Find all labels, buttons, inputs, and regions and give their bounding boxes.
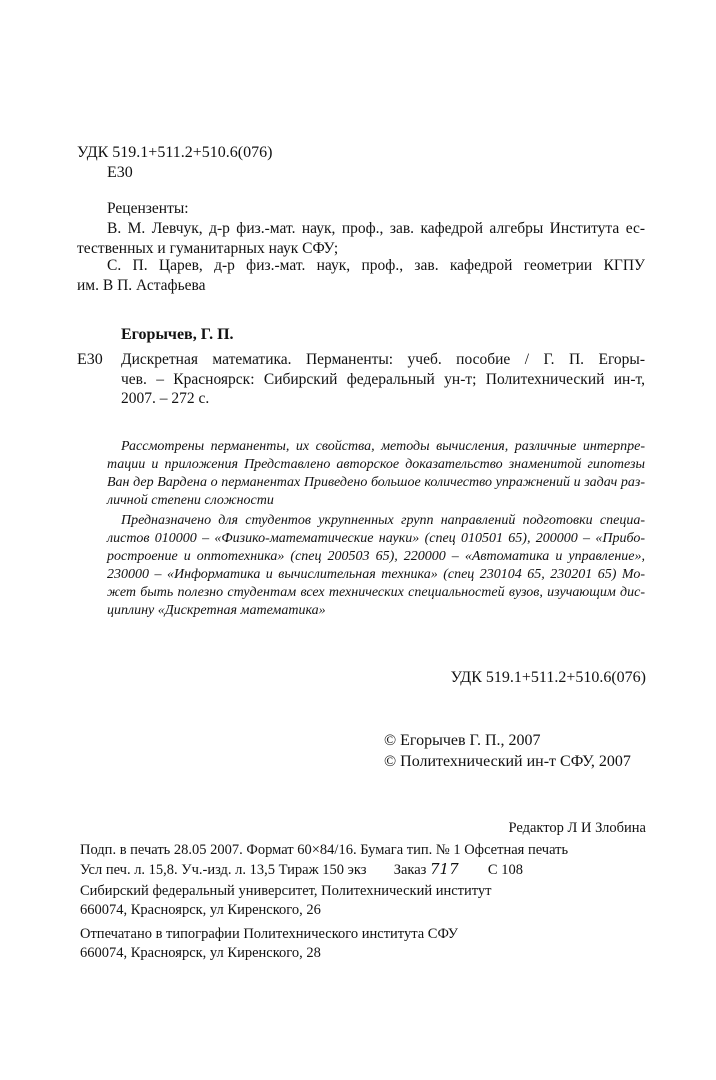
order-label: Заказ bbox=[393, 862, 427, 878]
abstract-p2-line-1: Предназначено для студентов укрупненных групп направлений подготовки специа- bbox=[121, 513, 645, 528]
bbk-code: Е30 bbox=[107, 164, 133, 181]
biblio-code: Е30 bbox=[77, 351, 103, 368]
reviewer-2-line-1: С. П. Царев, д-р физ.-мат. наук, проф., зав. кафедрой геометрии КГПУ bbox=[107, 257, 645, 274]
reviewer-1-line-1: В. М. Левчук, д-р физ.-мат. наук, проф., зав. кафедрой алгебры Института ес- bbox=[107, 220, 645, 237]
abstract-p2-line-3: ростроение и оптотехника» (спец 200503 65), 220000 – «Автоматика и управление», bbox=[107, 549, 645, 564]
abstract-p1-line-3: Ван дер Вардена о перманентах Приведено большое количество упражнений и задач раз- bbox=[107, 475, 645, 490]
imprint-line-1: Подп. в печать 28.05 2007. Формат 60×84/16. Бумага тип. № 1 Офсетная печать bbox=[80, 842, 569, 858]
editor-line: Редактор Л И Злобина bbox=[508, 820, 646, 836]
imprint-sheets: Усл печ. л. 15,8. Уч.-изд. л. 13,5 Тираж 150 экз bbox=[80, 862, 367, 878]
imprint-line-2 bbox=[80, 860, 523, 879]
reviewer-2-line-2: им. В П. Астафьева bbox=[77, 277, 206, 294]
abstract-p1-line-2: тации и приложения Представлено авторское доказательство знаменитой гипотезы bbox=[107, 457, 645, 472]
order-number-handwritten: 717 bbox=[430, 860, 459, 878]
biblio-line-3: 2007. – 272 с. bbox=[121, 390, 210, 407]
abstract-p2-line-5: жет быть полезно студентам всех технических специальностей вузов, изучающим дис- bbox=[107, 585, 645, 600]
reviewer-1-line-2: тественных и гуманитарных наук СФУ; bbox=[77, 240, 339, 257]
publisher-line-2: 660074, Красноярск, ул Киренского, 26 bbox=[80, 902, 321, 918]
biblio-line-1: Дискретная математика. Перманенты: учеб. пособие / Г. П. Егоры- bbox=[121, 351, 645, 368]
abstract-p2-line-4: 230000 – «Информатика и вычислительная техника» (спец 230104 65, 230201 65) Мо- bbox=[107, 567, 645, 582]
abstract-p2-line-6: циплину «Дискретная математика» bbox=[107, 603, 326, 618]
publisher-line-1: Сибирский федеральный университет, Политехнический институт bbox=[80, 883, 492, 899]
biblio-line-2: чев. – Красноярск: Сибирский федеральный ун-т; Политехнический ин-т, bbox=[121, 371, 645, 388]
printer-line-1: Отпечатано в типографии Политехнического института СФУ bbox=[80, 926, 459, 942]
abstract-p1-line-1: Рассмотрены перманенты, их свойства, методы вычисления, различные интерпре- bbox=[121, 439, 645, 454]
udk-header: УДК 519.1+511.2+510.6(076) bbox=[77, 144, 273, 161]
printer-line-2: 660074, Красноярск, ул Киренского, 28 bbox=[80, 945, 321, 961]
abstract-p1-line-4: личной степени сложности bbox=[107, 493, 274, 508]
order-code: С 108 bbox=[487, 862, 523, 878]
reviewers-title: Рецензенты: bbox=[107, 200, 189, 217]
copyright-institute: © Политехнический ин-т СФУ, 2007 bbox=[384, 753, 631, 770]
author-heading: Егорычев, Г. П. bbox=[121, 326, 234, 343]
copyright-author: © Егорычев Г. П., 2007 bbox=[384, 732, 541, 749]
abstract-p2-line-2: листов 010000 – «Физико-математические науки» (спец 010501 65), 200000 – «Прибо- bbox=[107, 531, 645, 546]
udk-right: УДК 519.1+511.2+510.6(076) bbox=[450, 669, 646, 686]
